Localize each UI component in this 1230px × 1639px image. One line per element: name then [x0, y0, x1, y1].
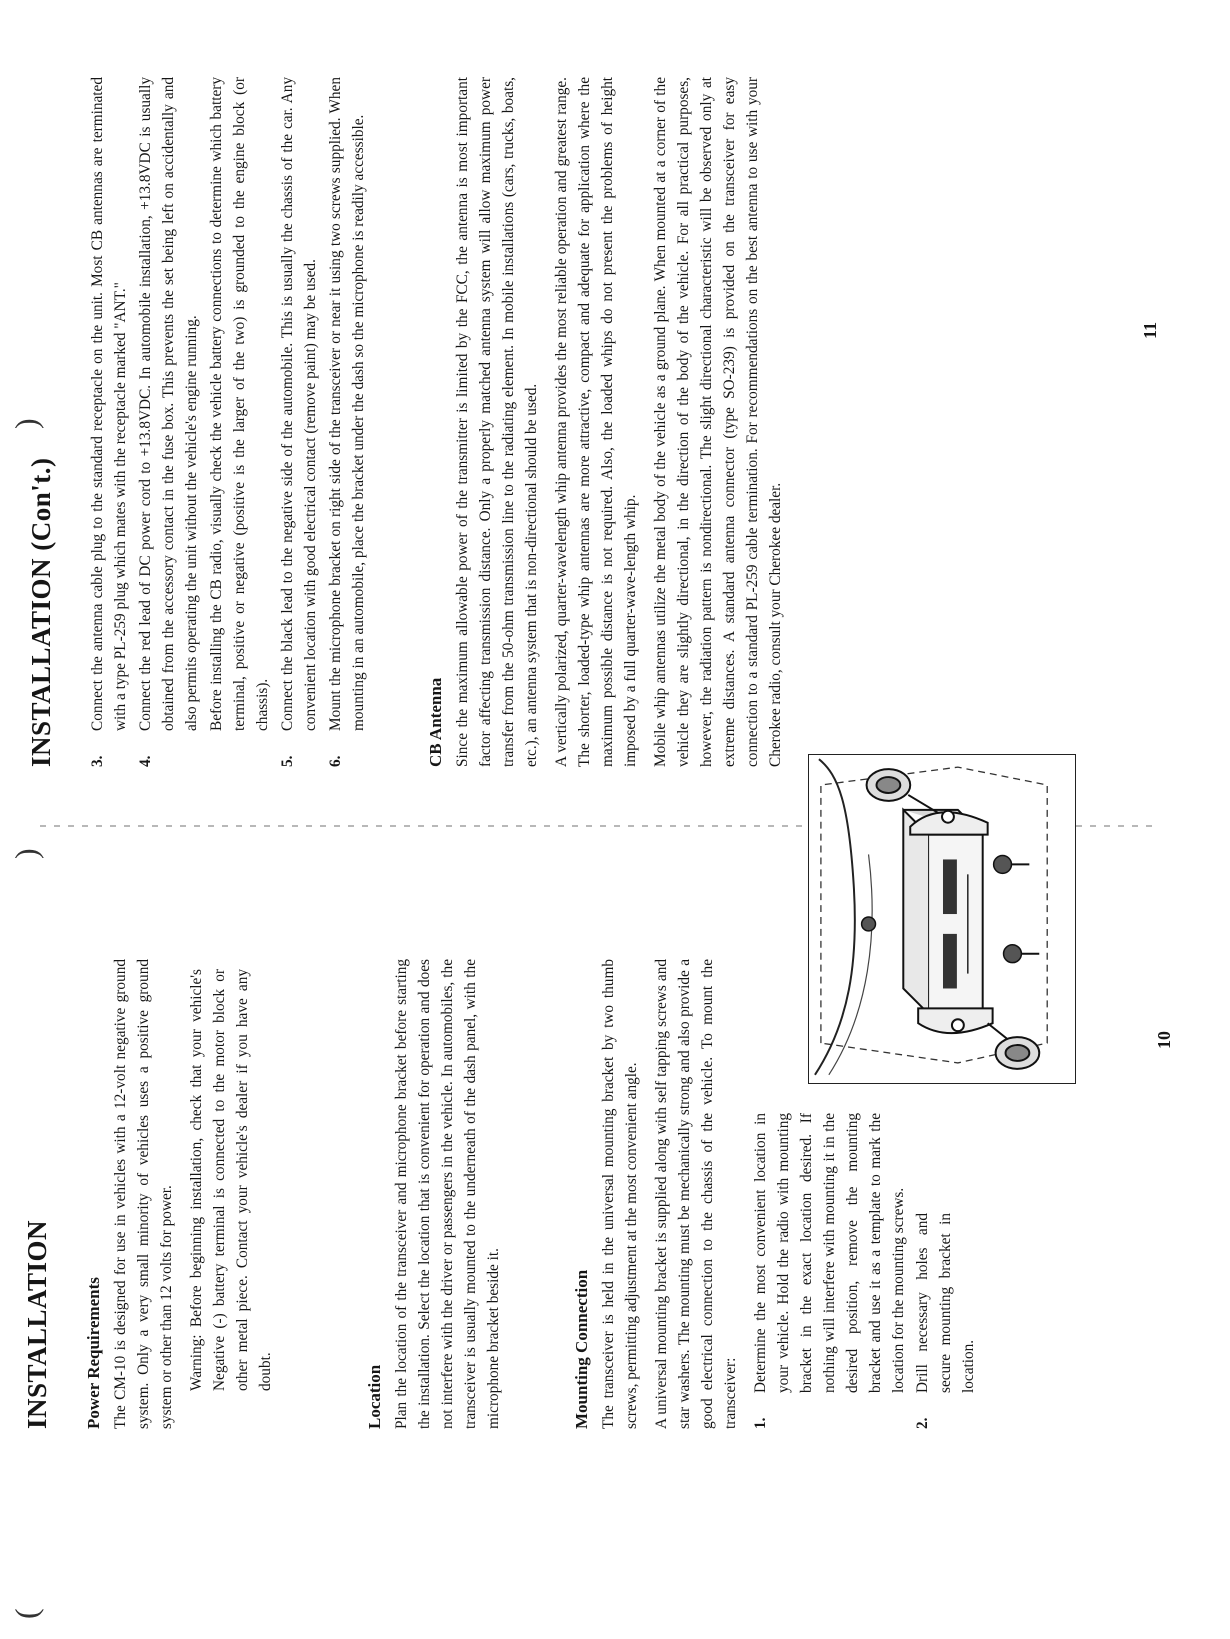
page-title: INSTALLATION (Con't.) — [26, 457, 56, 767]
mounting-connection-heading: Mounting Connection — [572, 1269, 591, 1429]
page-bracket-mark: ) — [8, 418, 44, 429]
page-11 — [0, 0, 1230, 819]
list-item — [749, 1113, 910, 1429]
step-text: Mount the microphone bracket on right side of the transceiver or near it using two screws supplied. When mounting in an automobile, place the bracket under the dash so the microphone is readily accessible. — [327, 77, 367, 731]
installation-steps — [86, 77, 370, 767]
step-number: 2. — [914, 1417, 931, 1429]
step-number: 3. — [89, 755, 106, 767]
step-text: Connect the black lead to the negative side of the automobile. This is usually the chassis of the car. Any convenient location with good electrical contact (remove paint) may be used. — [279, 77, 319, 731]
list-item — [324, 77, 370, 767]
spacer — [512, 959, 570, 1429]
page-number: 11 — [1140, 321, 1160, 339]
antenna-text-3: Mobile whip antennas utilize the metal body of the vehicle as a ground plane. When mounted at a corner of the vehicle they are slightly directional, in the direction of the body of the vehicle. For all practical purposes, however, the radiation pattern is nondirectional. The slight directional characteristic will be observed only at extreme distances. A standard antenna connector (type SO-239) is provided on the transceiver for easy connection to a standard PL-259 cable termination. For recommendations on the best antenna to use with your Cherokee radio, consult your Cherokee dealer. — [652, 77, 784, 767]
step-text: Connect the antenna cable plug to the standard receptacle on the unit. Most CB antennas are terminated with a type PL-259 plug which mates with the receptacle marked "ANT." — [89, 77, 129, 731]
location-text: Plan the location of the transceiver and microphone bracket before starting the installation. Select the location that is convenient for operation and does not interfere with the driver or passengers in the vehicle. In automobiles, the transceiver is usually mounted to the underneath of the dash panel, with the microphone bracket beside it. — [393, 959, 502, 1429]
step-text: Connect the red lead of DC power cord to +13.8VDC. In automobile installation, +13.8VDC is usually obtained from the accessory contact in the fuse box. This prevents the set being left on accidentally and also permits operating the unit without the vehicle's engine running. — [137, 77, 200, 731]
step-number: 1. — [752, 1417, 769, 1429]
list-item — [86, 77, 132, 767]
page-bracket-mark: ) — [8, 848, 44, 859]
step-text-continued: Before installing the CB radio, visually check the vehicle battery connections to determine which battery terminal, positive or negative (positive is the larger of the two) is grounded to the engine block (or chassis). — [208, 77, 271, 731]
cb-antenna-heading: CB Antenna — [426, 677, 445, 767]
list-item — [276, 77, 322, 767]
step-number: 5. — [279, 755, 296, 767]
warning-text: Warning: Before beginning installation, check that your vehicle's Negative (-) battery terminal is connected to the motor block or other metal piece. Contact your vehicle's dealer if you have any doubt. — [188, 969, 274, 1391]
mounting-text-2: A universal mounting bracket is supplied along with self tapping screws and star washers. The mounting must be mechanically strong and also provide a good electrical connection to the chassis of the vehicle. To mount the transceiver: — [653, 959, 739, 1429]
step-text: Drill necessary holes and secure mounting bracket in location. — [914, 1213, 977, 1393]
page-title: INSTALLATION — [22, 1219, 52, 1429]
antenna-text-1: Since the maximum allowable power of the transmitter is limited by the FCC, the antenna is most important factor affecting transmission distance. Only a properly matched antenna system will allow maximum power transfer from the 50-ohm transmission line to the radiating element. In mobile installations (cars, trucks, boats, etc.), an antenna system that is non-directional should be used. — [454, 77, 540, 767]
step-text: Determine the most convenient location in your vehicle. Hold the radio with mounting bracket in the exact location desired. If nothing will interfere with mounting it in the desired position, remove the mounting bracket and use it as a template to mark the location for the mounting screws. — [752, 1113, 907, 1393]
page-bracket-mark: ( — [8, 1608, 44, 1619]
right-column — [86, 77, 794, 767]
spacer — [372, 77, 424, 767]
power-requirements-text: The CM-10 is designed for use in vehicles with a 12-volt negative ground system. Only a very small minority of vehicles uses a positive ground system or other than 12 volts for power. — [112, 959, 175, 1429]
list-item — [134, 77, 274, 767]
mounting-text-1: The transceiver is held in the universal mounting bracket by two thumb screws, permitting adjustment at the most convenient angle. — [600, 959, 640, 1429]
list-item — [911, 1213, 980, 1429]
power-requirements-heading: Power Requirements — [84, 1277, 103, 1429]
page-number: 10 — [1154, 1031, 1174, 1049]
antenna-text-2: A vertically polarized, quarter-wavelength whip antenna provides the most reliable operation and greatest range. The shorter, loaded-type whip antennas are more attractive, compact and adequate for application where the maximum possible distance is not required. Also, the loaded whips do not present the problems of height imposed by a full quarter-wave-length whip. — [553, 77, 639, 767]
location-heading: Location — [365, 1364, 384, 1429]
step-number: 6. — [327, 755, 344, 767]
step-number: 4. — [137, 755, 154, 767]
spacer — [277, 959, 363, 1429]
